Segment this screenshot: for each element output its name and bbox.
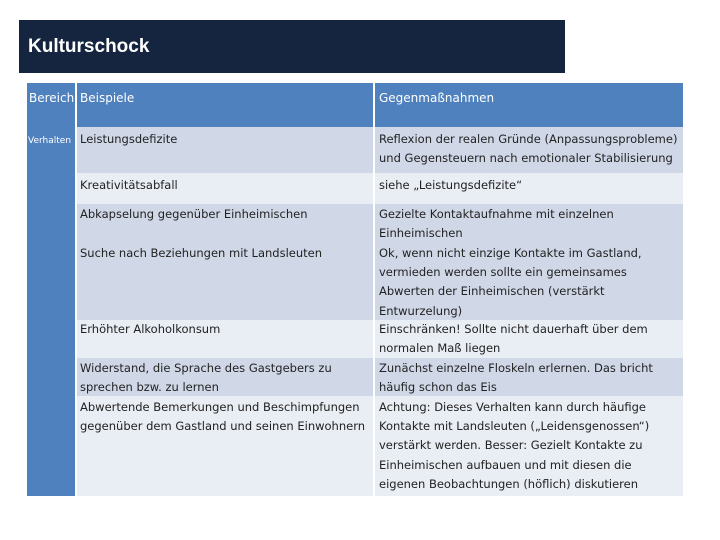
- header-bereich: Bereich: [29, 83, 75, 114]
- column-divider: [373, 83, 375, 496]
- example-cell: Erhöhter Alkoholkonsum: [80, 322, 221, 336]
- example-cell: Widerstand, die Sprache des Gastgebers zu sprechen bzw. zu lernen: [80, 361, 332, 395]
- example-cell: Leistungsdefizite: [80, 132, 178, 146]
- slide-title: Kulturschock: [19, 20, 565, 73]
- measure-cell: Einschränken! Sollte nicht dauerhaft über dem normalen Maß liegen: [379, 322, 648, 356]
- example-cell: Suche nach Beziehungen mit Landsleuten: [80, 246, 323, 260]
- header-beispiele: Beispiele: [80, 83, 370, 114]
- example-cell: Abkapselung gegenüber Einheimischen: [80, 207, 308, 221]
- measure-cell: siehe „Leistungsdefizite“: [379, 178, 523, 192]
- example-cell: Abwertende Bemerkungen und Beschimpfungen gegenüber dem Gastland und seinen Einwohnern: [80, 400, 366, 434]
- example-cell: Kreativitätsabfall: [80, 178, 178, 192]
- measure-cell: Zunächst einzelne Floskeln erlernen. Das bricht häufig schon das Eis: [379, 361, 653, 395]
- measure-cell: Achtung: Dieses Verhalten kann durch häufige Kontakte mit Landsleuten („Leidensgenossen“) verstärkt werden. Besser: Gezielt Kontakte zu Einheimischen aufbauen und mit diesen die eigenen Beobachtungen (höflich) diskutieren: [379, 400, 650, 491]
- measure-cell: Ok, wenn nicht einzige Kontakte im Gastland, vermieden werden sollte ein gemeinsames Abwerten der Einheimischen (verstärkt Entwurzelung): [379, 246, 642, 318]
- measure-cell: Gezielte Kontaktaufnahme mit einzelnen Einheimischen: [379, 207, 614, 241]
- side-label-verhalten: Verhalten: [27, 127, 75, 496]
- measure-cell: Reflexion der realen Gründe (Anpassungsprobleme) und Gegensteuern nach emotionaler Stabilisierung: [379, 132, 678, 166]
- column-divider: [75, 83, 77, 496]
- header-gegenmassnahmen: Gegenmaßnahmen: [379, 83, 679, 114]
